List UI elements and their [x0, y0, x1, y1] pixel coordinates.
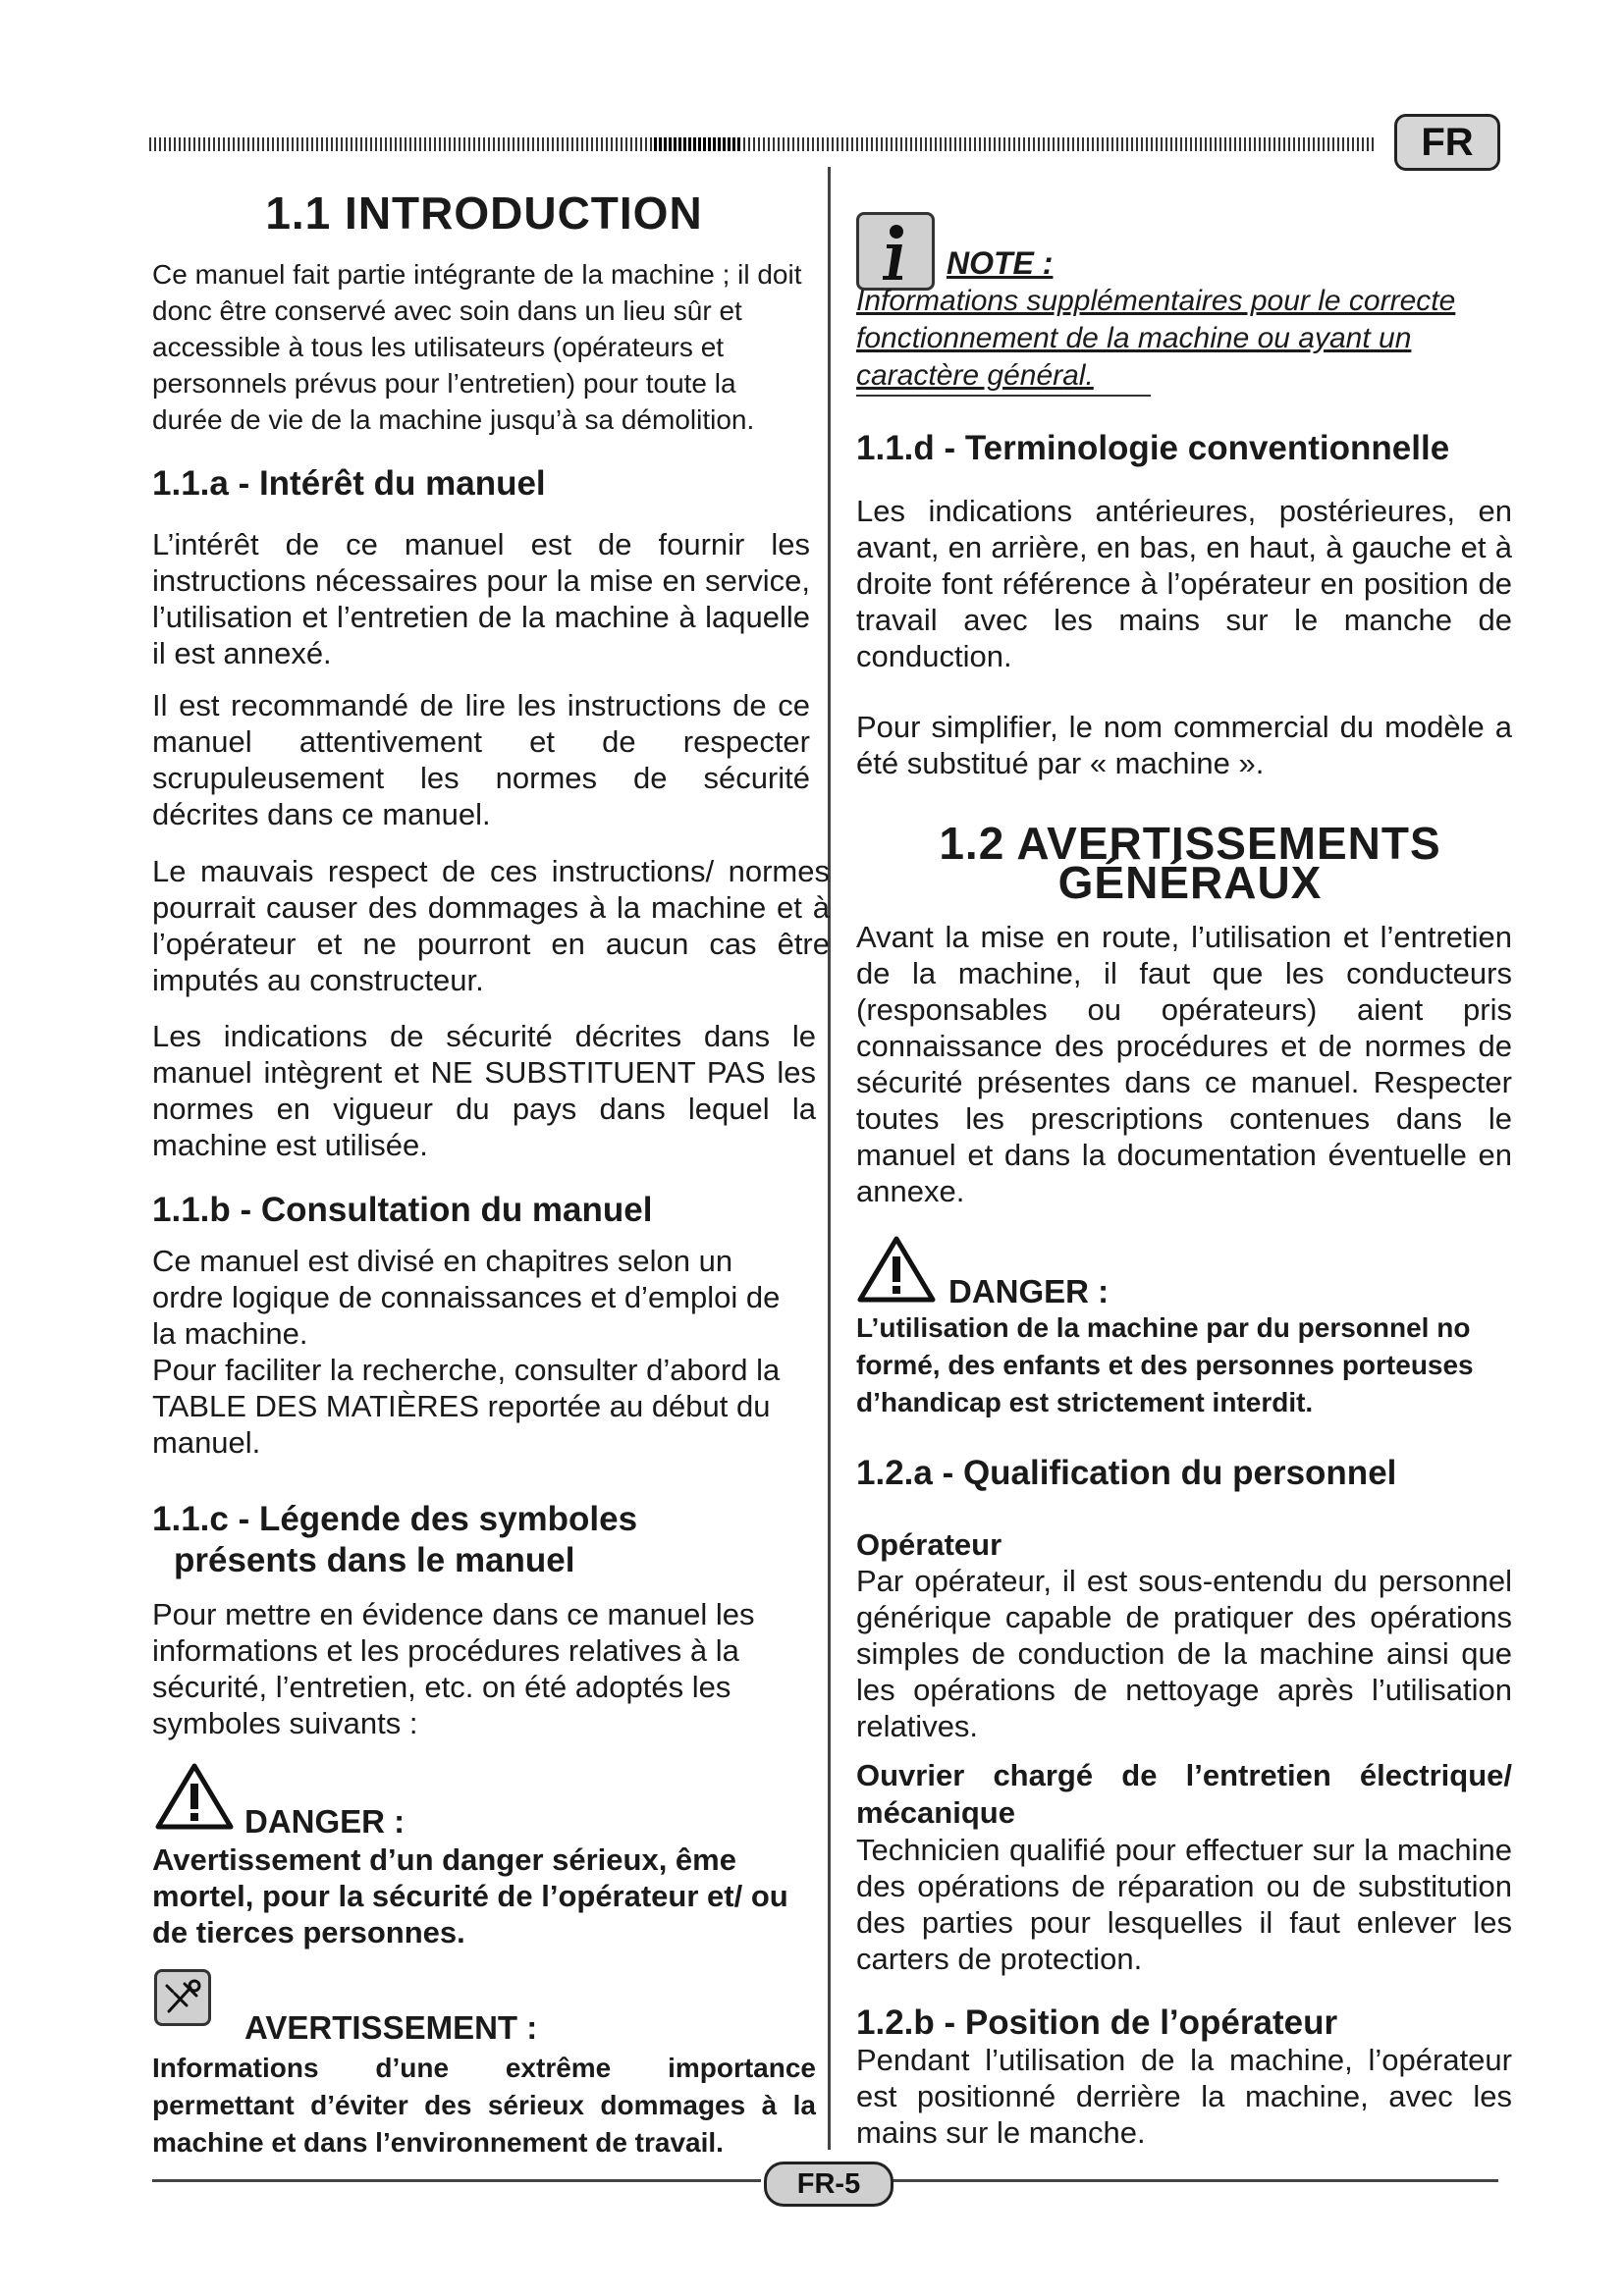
footer-rule-right: [890, 2179, 1498, 2182]
note-underline: [856, 395, 1151, 397]
section-title-introduction: 1.1 INTRODUCTION: [265, 187, 703, 239]
subsection-title-c-line2: présents dans le manuel: [174, 1541, 575, 1579]
danger-text: L’utilisation de la machine par du personnel no formé, des enfants et des personnes porteuses d’handicap est strictement interdit.: [856, 1312, 1474, 1417]
danger-label: DANGER :: [948, 1273, 1110, 1309]
subsection-title-b: 1.1.b - Consultation du manuel: [152, 1191, 653, 1229]
paragraph-c1: Pour mettre en évidence dans ce manuel les informations et les procédures relatives à la sécurité, l’entretien, etc. on été adoptés les symboles suivants :: [152, 1597, 755, 1740]
maintenance-tool-icon: [154, 1969, 211, 2026]
header-rule: [149, 137, 1377, 151]
subsection-title-position: 1.2.b - Position de l’opérateur: [856, 2003, 1338, 2042]
column-divider: [828, 167, 831, 2150]
section-title-general-warnings: 1.2 AVERTISSEMENTS: [939, 818, 1441, 869]
danger-text: Avertissement d’un danger sérieux, ême mortel, pour la sécurité de l’opérateur et/ ou de tierces personnes.: [152, 1842, 788, 1949]
paragraph-d2: Pour simplifier, le nom commercial du modèle a été substitué par « machine ».: [856, 710, 1512, 780]
paragraph-d1: Les indications antérieures, postérieures, en avant, en arrière, en bas, en haut, à gauche et à droite font référence à l’opérateur en position de travail avec les mains sur le manche de conduction.: [856, 494, 1512, 673]
intro-paragraph: Ce manuel fait partie intégrante de la machine ; il doit donc être conservé avec soin dans un lieu sûr et accessible à tous les utilisateurs (opérateurs et personnels prévus pour l’entretien) pour toute la durée de vie de la machine jusqu’à sa démolition.: [152, 259, 802, 435]
subsection-title-a: 1.1.a - Intérêt du manuel: [152, 464, 546, 503]
paragraph-a4: Les indications de sécurité décrites dans le manuel intègrent et NE SUBSTITUENT PAS les normes en vigueur du pays dans lequel la machine est utilisée.: [152, 1019, 816, 1162]
page-number-badge: FR-5: [764, 2162, 893, 2207]
section-title-general-warnings-line2: GÉNÉRAUX: [1057, 857, 1323, 908]
info-icon: [856, 212, 935, 291]
paragraph-a2: Il est recommandé de lire les instructions de ce manuel attentivement et de respecter scrupuleusement les normes de sécurité décrites dans ce manuel.: [152, 688, 810, 831]
operator-text: Par opérateur, il est sous-entendu du personnel générique capable de pratiquer des opérations simples de conduction de la machine ainsi que les opérations de nettoyage après l’utilisation relatives.: [856, 1564, 1512, 1743]
technician-label: Ouvrier chargé de l’entretien électrique/ mécanique: [856, 1758, 1512, 1830]
note-text: Informations supplémentaires pour le correcte fonctionnement de la machine ou ayant un caractère général.: [856, 285, 1456, 392]
paragraph-a3: Le mauvais respect de ces instructions/ normes pourrait causer des dommages à la machine et à l’opérateur et ne pourront en aucun cas être imputés au constructeur.: [152, 854, 830, 997]
subsection-title-d: 1.1.d - Terminologie conventionnelle: [856, 429, 1450, 467]
note-label: NOTE :: [947, 245, 1054, 281]
technician-text: Technicien qualifié pour effectuer sur la machine des opérations de réparation ou de substitution des parties pour lesquelles il faut enlever les carters de protection.: [856, 1833, 1512, 1976]
paragraph-a1: L’intérêt de ce manuel est de fournir les instructions nécessaires pour la mise en service, l’utilisation et l’entretien de la machine à laquelle il est annexé.: [152, 527, 810, 670]
paragraph-b1: Ce manuel est divisé en chapitres selon un ordre logique de connaissances et d’emploi de la machine.: [152, 1244, 781, 1351]
language-badge: FR: [1394, 114, 1500, 171]
subsection-title-qualification: 1.2.a - Qualification du personnel: [856, 1454, 1397, 1492]
paragraph-s12: Avant la mise en route, l’utilisation et l’entretien de la machine, il faut que les conducteurs (responsables ou opérateurs) aient pris connaissance des procédures et de normes de sécurité présentes dans ce manuel. Respecter toutes les prescriptions contenues dans le manuel et dans la documentation éventuelle en annexe.: [856, 920, 1512, 1208]
paragraph-b2: Pour faciliter la recherche, consulter d’abord la TABLE DES MATIÈRES reportée au début du manuel.: [152, 1353, 781, 1460]
danger-label: DANGER :: [244, 1803, 406, 1840]
position-text: Pendant l’utilisation de la machine, l’opérateur est positionné derrière la machine, avec les mains sur le manche.: [856, 2043, 1512, 2150]
warning-label: AVERTISSEMENT :: [244, 2009, 538, 2046]
operator-label: Opérateur: [856, 1527, 1002, 1562]
footer-rule-left: [152, 2179, 761, 2182]
warning-triangle-icon: [856, 1235, 937, 1304]
warning-triangle-icon: [154, 1762, 235, 1831]
subsection-title-c: 1.1.c - Légende des symboles: [152, 1500, 638, 1538]
warning-text: Informations d’une extrême importance permettant d’éviter des sérieux dommages à la machine et dans l’environnement de travail.: [152, 2053, 816, 2158]
